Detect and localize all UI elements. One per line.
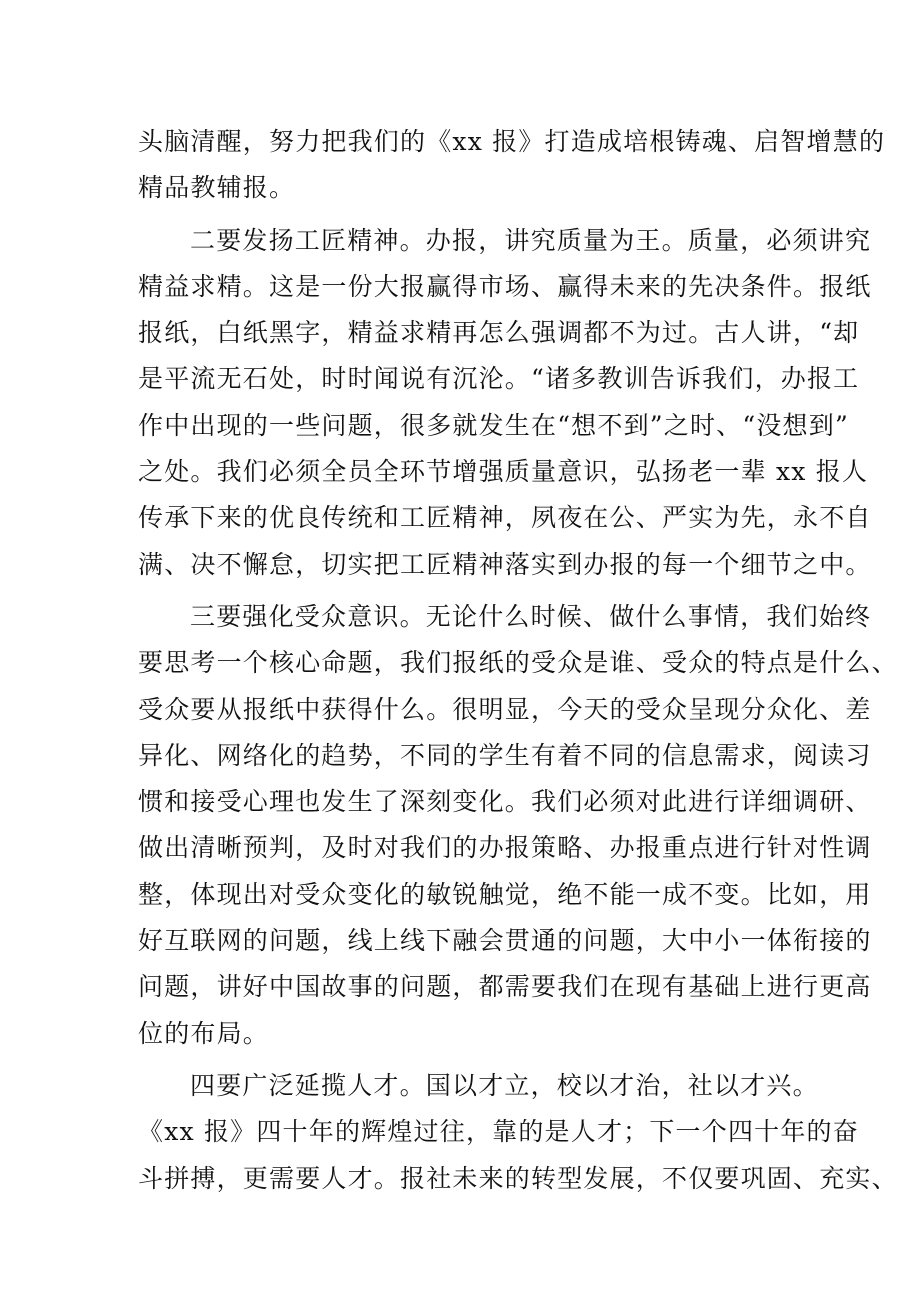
paragraph-first-line: 二要发扬工匠精神。办报，讲究质量为王。质量，必须讲究 xyxy=(190,225,872,255)
text-line: 满、决不懈怠，切实把工匠精神落实到办报的每一个细节之中。 xyxy=(138,549,872,579)
text-line: 要思考一个核心命题，我们报纸的受众是谁、受众的特点是什么、 xyxy=(138,648,898,678)
text-line: 惯和接受心理也发生了深刻变化。我们必须对此进行详细调研、 xyxy=(138,787,872,817)
text-line: 头脑清醒，努力把我们的《xx 报》打造成培根铸魂、启智增慧的 xyxy=(138,127,886,156)
text-line: 《xx 报》四十年的辉煌过往，靠的是人才；下一个四十年的奋 xyxy=(138,1117,859,1147)
text-line: 传承下来的优良传统和工匠精神，夙夜在公、严实为先，永不自 xyxy=(138,503,872,533)
document-body xyxy=(138,119,898,1202)
text-line: 报纸，白纸黑字，精益求精再怎么强调都不为过。古人讲，“却 xyxy=(138,318,860,348)
paragraph-first-line: 四要广泛延揽人才。国以才立，校以才治，社以才兴。 xyxy=(190,1070,819,1100)
text-line: 整，体现出对受众变化的敏锐触觉，绝不能一成不变。比如，用 xyxy=(138,879,872,909)
text-line: 受众要从报纸中获得什么。很明显，今天的受众呈现分众化、差 xyxy=(138,694,872,724)
text-line: 之处。我们必须全员全环节增强质量意识，弘扬老一辈 xx 报人 xyxy=(138,457,869,487)
text-line: 精品教辅报。 xyxy=(138,173,296,203)
text-line: 异化、网络化的趋势，不同的学生有着不同的信息需求，阅读习 xyxy=(138,740,872,770)
text-line: 好互联网的问题，线上线下融会贯通的问题，大中小一体衔接的 xyxy=(138,926,872,956)
text-line: 斗拼搏，更需要人才。报社未来的转型发展，不仅要巩固、充实、 xyxy=(138,1163,898,1193)
text-line: 问题，讲好中国故事的问题，都需要我们在现有基础上进行更高 xyxy=(138,972,872,1002)
text-line: 精益求精。这是一份大报赢得市场、赢得未来的先决条件。报纸 xyxy=(138,271,872,301)
text-line: 作中出现的一些问题，很多就发生在“想不到”之时、“没想到” xyxy=(138,410,849,440)
text-line: 是平流无石处，时时闻说有沉沦。“诸多教训告诉我们，办报工 xyxy=(138,364,860,394)
text-line: 做出清晰预判，及时对我们的办报策略、办报重点进行针对性调 xyxy=(138,833,872,863)
paragraph-first-line: 三要强化受众意识。无论什么时候、做什么事情，我们始终 xyxy=(190,601,872,631)
text-line: 位的布局。 xyxy=(138,1018,270,1048)
